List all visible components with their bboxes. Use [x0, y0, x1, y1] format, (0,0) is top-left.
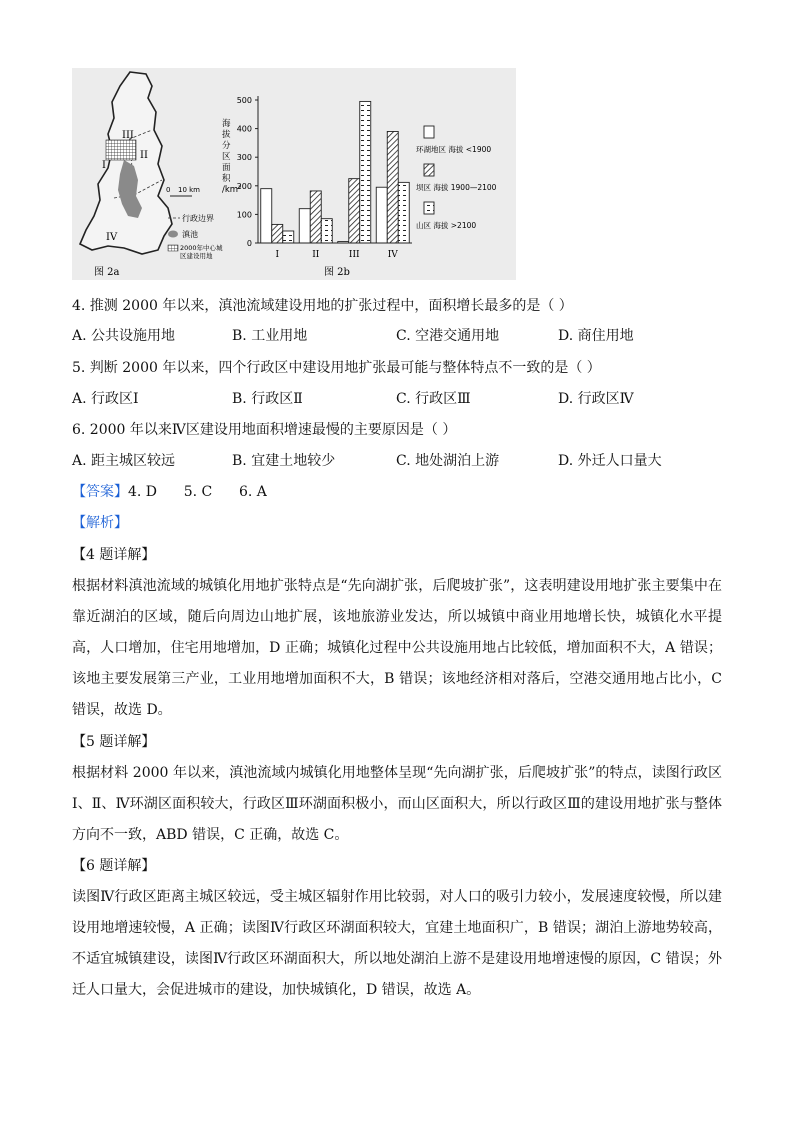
q4-option-b: B. 工业用地 [232, 328, 308, 344]
d4-head: 【4 题详解】 [72, 547, 156, 563]
figure-2 [72, 68, 516, 280]
q6-option-b: B. 宜建土地较少 [232, 453, 336, 469]
legend-label-1: 环湖地区 海拔 <1900 [416, 145, 492, 154]
q5-option-a: A. 行政区Ⅰ [72, 391, 139, 407]
x-tick-label: I [275, 250, 280, 260]
legend-swatch-2 [424, 164, 434, 176]
figure-svg [72, 68, 516, 280]
bar-IV-series-2 [387, 131, 398, 243]
y-label-char: 海 [222, 119, 231, 129]
bar-II-series-2 [310, 191, 321, 243]
y-label-char: 分 [222, 141, 231, 151]
x-tick-label: III [348, 250, 360, 260]
q4-stem: 4. 推测 2000 年以来，滇池流域建设用地的扩张过程中，面积增长最多的是（ ） [72, 298, 573, 314]
y-tick-label: 200 [236, 181, 252, 191]
q6-option-d: D. 外迁人口量大 [558, 453, 662, 469]
d6-body: 读图Ⅳ行政区距离主城区较远，受主城区辐射作用比较弱，对人口的吸引力较小，发展速度较慢，所以建设用地增速较慢，A 正确；读图Ⅳ行政区环湖面积较大，宜建土地面积广，B 错误；湖泊上游地势较高，不适宜城镇建设，读图Ⅳ行政区环湖面积大，所以地处湖泊上游不是建设用地增速慢的原因，C 错误；外迁人口量大，会促进城市的建设，加快城镇化，D 错误，故选 A。 [72, 889, 722, 998]
answer-tag: 【答案】 [72, 484, 128, 500]
legend-label-2: 坝区 海拔 1900—2100 [416, 183, 497, 192]
legend-urban-symbol [168, 245, 178, 251]
chart-legend [416, 126, 497, 230]
y-tick-label: 300 [236, 153, 252, 163]
y-label-char: 拔 [222, 130, 231, 140]
region-label-iv: IV [106, 232, 118, 243]
bar-I-series-3 [283, 231, 294, 243]
legend-label-3: 山区 海拔 >2100 [416, 221, 477, 230]
scale-ten: 10 km [178, 186, 201, 194]
q6-option-c: C. 地处湖泊上游 [396, 453, 500, 469]
answer-text: 4. D 5. C 6. A [128, 484, 267, 500]
q6-stem: 6. 2000 年以来Ⅳ区建设用地面积增速最慢的主要原因是（ ） [72, 422, 457, 438]
legend-urban-label-1: 2000年中心城 [180, 244, 223, 252]
map-caption: 图 2a [94, 267, 120, 278]
q4-option-a: A. 公共设施用地 [72, 328, 176, 344]
y-tick-label: 400 [236, 124, 252, 134]
legend-urban-label-2: 区建设用地 [180, 252, 213, 260]
q6-option-a: A. 距主城区较远 [72, 453, 176, 469]
scale-zero: 0 [166, 186, 171, 194]
legend-boundary-label: 行政边界 [182, 214, 214, 223]
d4-body: 根据材料滇池流域的城镇化用地扩张特点是“先向湖扩张，后爬坡扩张”，这表明建设用地扩张主要集中在靠近湖泊的区域，随后向周边山地扩展，该地旅游业发达，所以城镇中商业用地增长快，城镇化水平提高，人口增加，住宅用地增加，D 正确；城镇化过程中公共设施用地占比较低，增加面积不大，A 错误；该地主要发展第三产业，工业用地增加面积不大，B 错误；该地经济相对落后，空港交通用地占比小，C 错误，故选 D。 [72, 578, 722, 718]
bar-I-series-2 [272, 224, 283, 243]
bar-II-series-3 [321, 219, 332, 243]
q5-option-c: C. 行政区Ⅲ [396, 391, 471, 407]
region-label-i: I [102, 160, 106, 171]
d6-head: 【6 题详解】 [72, 858, 156, 874]
bar-chart-2b [222, 96, 497, 278]
legend-lake-label: 滇池 [182, 230, 198, 239]
q5-option-b: B. 行政区Ⅱ [232, 391, 303, 407]
x-tick-label: IV [387, 250, 398, 260]
y-label-char: 区 [222, 152, 231, 162]
y-tick-label: 500 [236, 96, 252, 105]
y-tick-label: 100 [236, 210, 252, 220]
x-tick-label: II [312, 250, 320, 260]
map-2a [80, 72, 223, 278]
bar-IV-series-3 [398, 182, 409, 243]
urban-area-2000 [106, 140, 136, 160]
bar-III-series-2 [349, 179, 360, 243]
analysis-tag: 【解析】 [72, 515, 128, 531]
bar-I-series-1 [261, 189, 272, 243]
d5-head: 【5 题详解】 [72, 734, 156, 750]
answer-line [72, 482, 267, 502]
y-tick-label: 0 [246, 239, 252, 248]
y-label-char: 积 [222, 174, 231, 184]
region-label-iii: III [122, 130, 134, 141]
legend-swatch-3 [424, 202, 434, 214]
bar-II-series-1 [299, 209, 310, 243]
chart-caption: 图 2b [324, 267, 350, 278]
bar-IV-series-1 [376, 187, 387, 243]
bar-III-series-3 [360, 101, 371, 243]
y-label-char: 面 [222, 163, 231, 173]
q4-option-d: D. 商住用地 [558, 328, 634, 344]
legend-swatch-1 [424, 126, 434, 138]
d5-body: 根据材料 2000 年以来，滇池流域内城镇化用地整体呈现“先向湖扩张，后爬坡扩张”的特点，读图行政区Ⅰ、Ⅱ、Ⅳ环湖区面积较大，行政区Ⅲ环湖面积极小，而山区面积大，所以行政区Ⅲ的建设用地扩张与整体方向不一致，ABD 错误，C 正确，故选 C。 [72, 765, 722, 843]
q5-option-d: D. 行政区Ⅳ [558, 391, 634, 407]
q5-stem: 5. 判断 2000 年以来，四个行政区中建设用地扩张最可能与整体特点不一致的是（ ） [72, 360, 601, 376]
q4-option-c: C. 空港交通用地 [396, 328, 500, 344]
y-label-char: /km² [222, 185, 242, 195]
region-label-ii: II [140, 150, 148, 161]
legend-lake-symbol [168, 231, 178, 238]
